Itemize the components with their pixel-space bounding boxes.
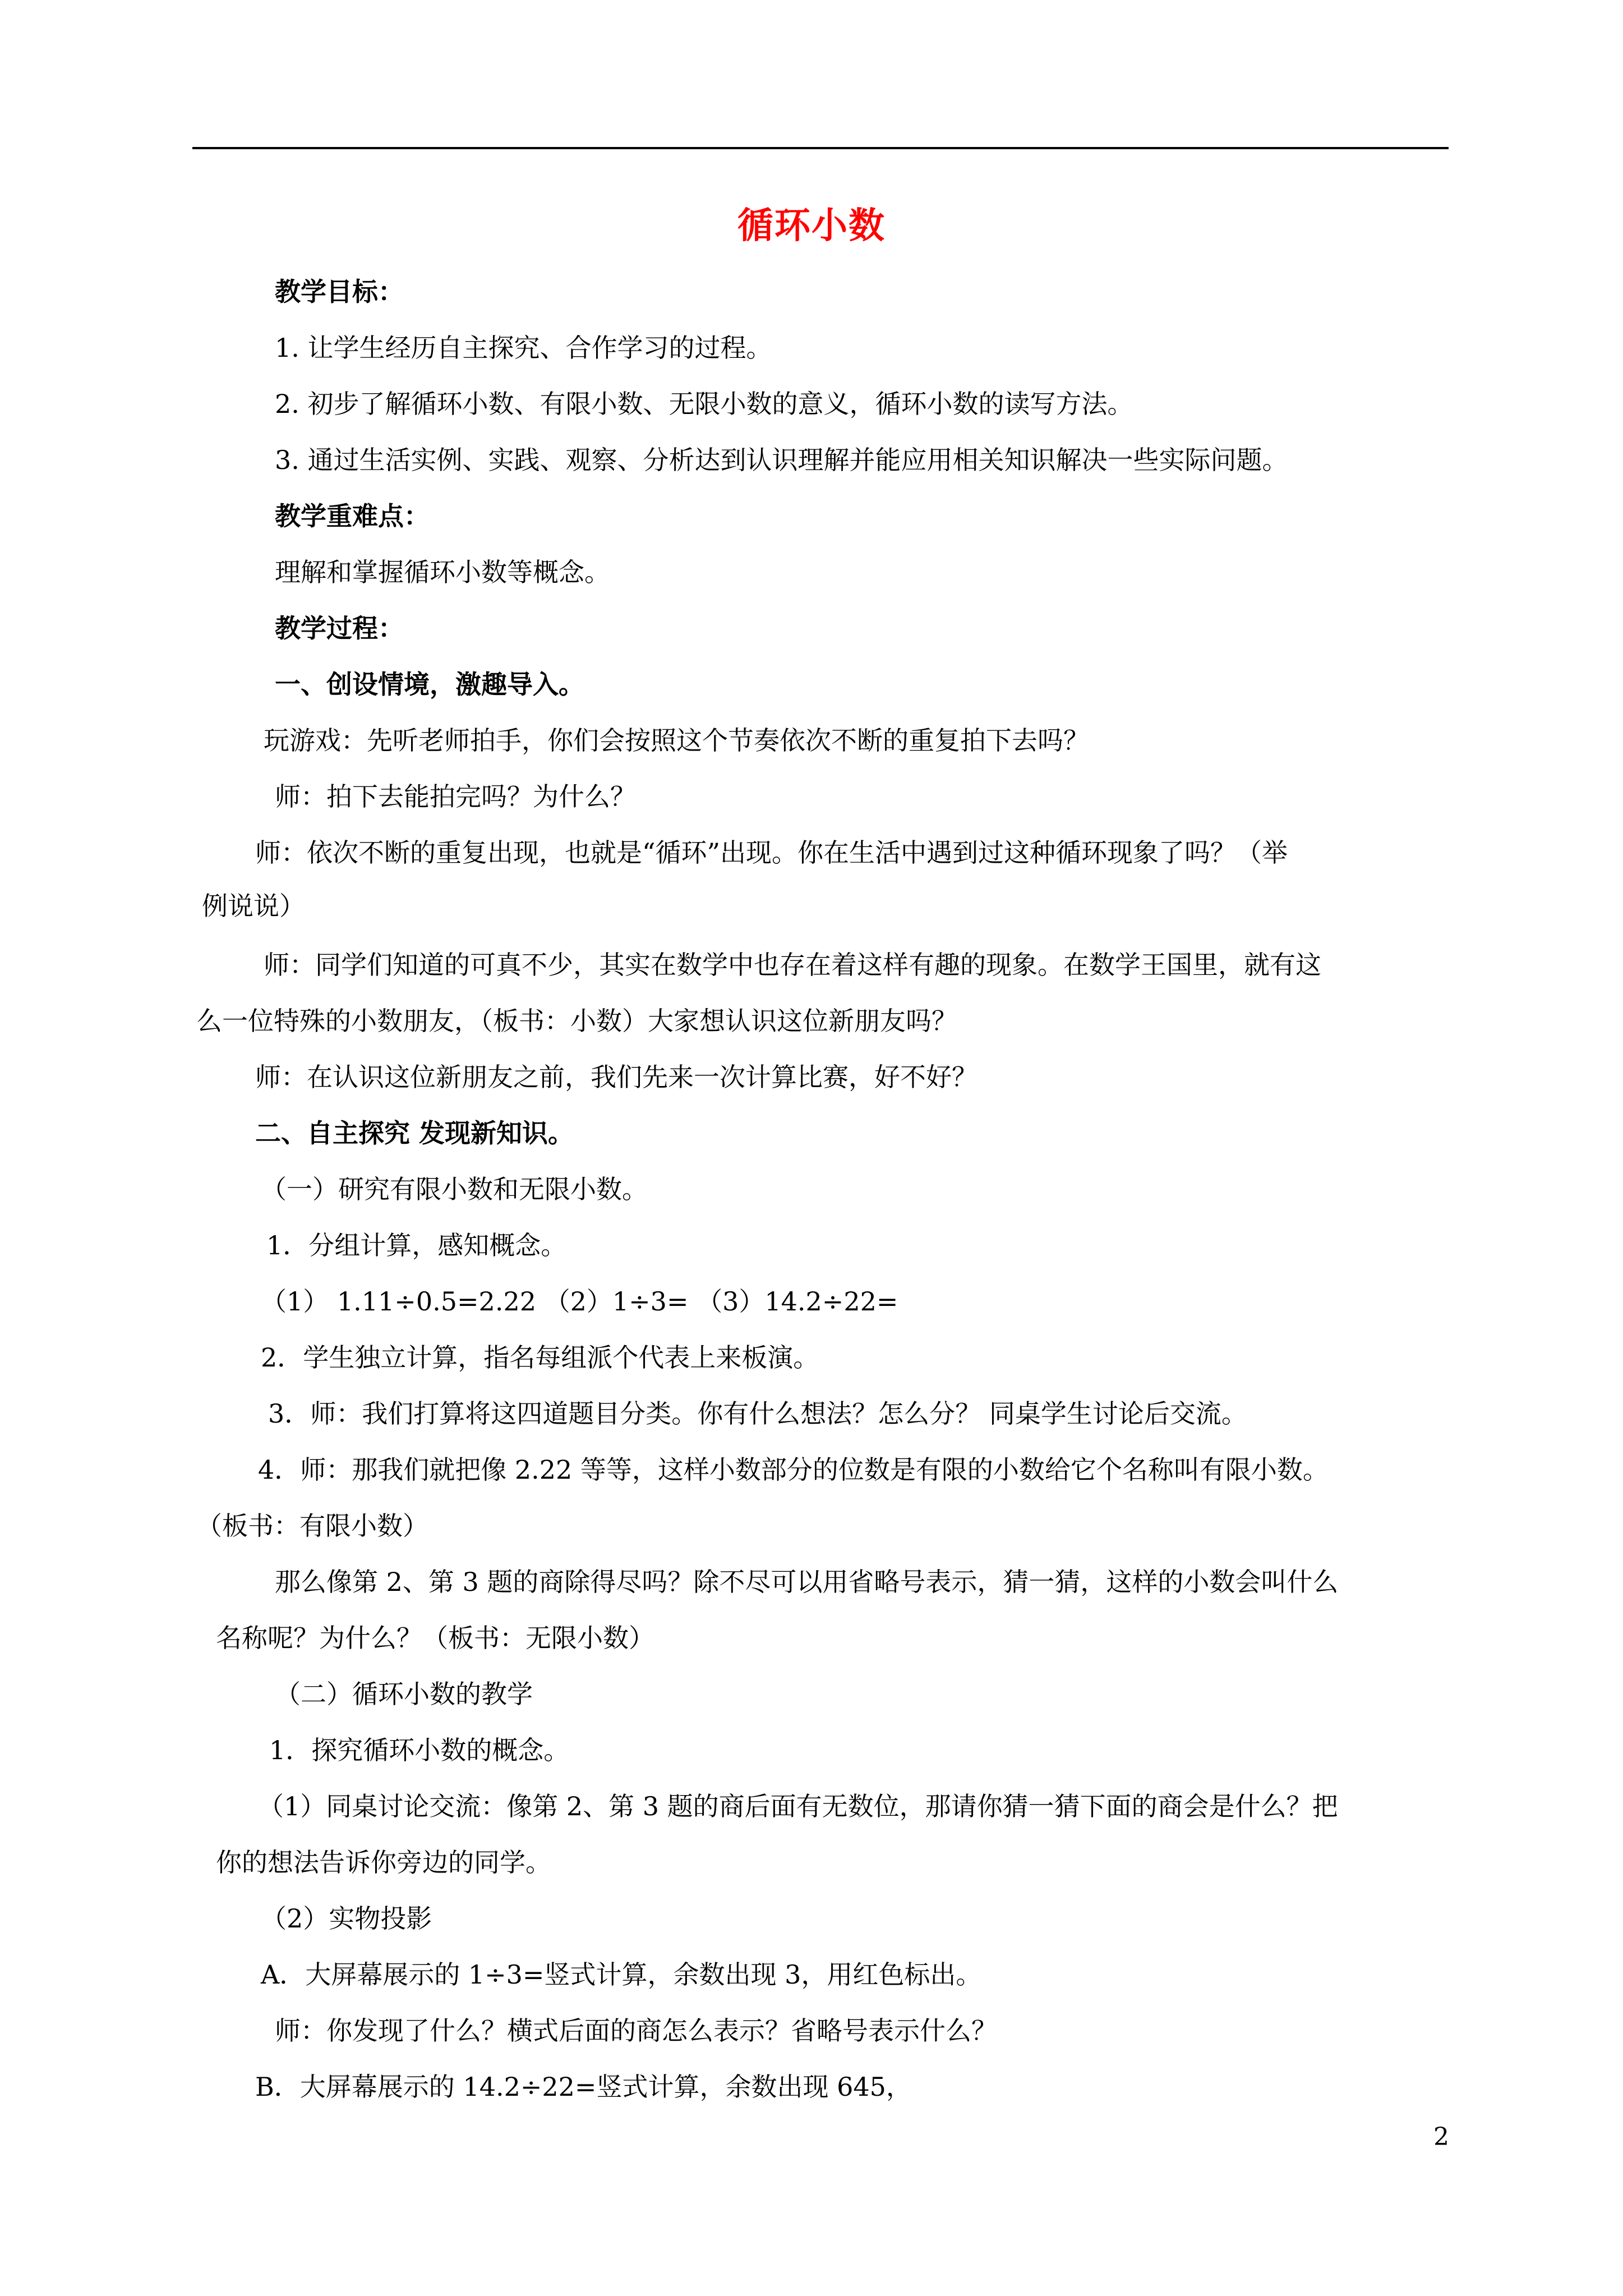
paragraph-line: 师：在认识这位新朋友之前，我们先来一次计算比赛，好不好？ [255, 1062, 978, 1092]
section-heading-process: 教学过程： [275, 613, 404, 643]
paragraph-line: （板书：有限小数） [196, 1511, 428, 1541]
paragraph-line: 你的想法告诉你旁边的同学。 [216, 1847, 551, 1878]
page-number: 2 [1433, 2123, 1449, 2151]
calculation-problems: （1） 1.11÷0.5=2.22 （2）1÷3= （3）14.2÷22= [261, 1286, 898, 1317]
section-heading-key-points: 教学重难点： [275, 501, 430, 531]
paragraph-line: B．大屏幕展示的 14.2÷22=竖式计算，余数出现 645， [255, 2072, 912, 2102]
part-one-heading: 一、创设情境，激趣导入。 [275, 669, 584, 700]
paragraph-line: 那么像第 2、第 3 题的商除得尽吗？除不尽可以用省略号表示，猜一猜，这样的小数会叫什么 [275, 1567, 1339, 1597]
part-two-heading: 二、自主探究 发现新知识。 [255, 1118, 574, 1148]
objective-1: 1. 让学生经历自主探究、合作学习的过程。 [275, 333, 772, 363]
objective-3: 3. 通过生活实例、实践、观察、分析达到认识理解并能应用相关知识解决一些实际问题。 [275, 445, 1288, 475]
paragraph-line: 2．学生独立计算，指名每组派个代表上来板演。 [261, 1342, 819, 1373]
header-rule [192, 147, 1449, 149]
paragraph-line: 么一位特殊的小数朋友，（板书：小数）大家想认识这位新朋友吗？ [196, 1006, 957, 1036]
paragraph-line: 玩游戏：先听老师拍手，你们会按照这个节奏依次不断的重复拍下去吗？ [264, 725, 1089, 756]
paragraph-line: （2）实物投影 [261, 1903, 432, 1934]
subsection-heading: （一）研究有限小数和无限小数。 [261, 1174, 648, 1204]
paragraph-line: A．大屏幕展示的 1÷3=竖式计算，余数出现 3，用红色标出。 [261, 1959, 982, 1990]
paragraph-line: 4．师：那我们就把像 2.22 等等，这样小数部分的位数是有限的小数给它个名称叫有限小数。 [258, 1455, 1329, 1485]
paragraph-line: （1）同桌讨论交流：像第 2、第 3 题的商后面有无数位，那请你猜一猜下面的商会是什么？把 [258, 1791, 1338, 1821]
key-points-text: 理解和掌握循环小数等概念。 [275, 557, 610, 587]
paragraph-line: 师：拍下去能拍完吗？为什么？ [275, 781, 636, 812]
paragraph-line: 师：依次不断的重复出现，也就是“循环”出现。你在生活中遇到过这种循环现象了吗？（举 [255, 838, 1288, 868]
subsection-heading: （二）循环小数的教学 [275, 1679, 533, 1709]
objective-2: 2. 初步了解循环小数、有限小数、无限小数的意义，循环小数的读写方法。 [275, 389, 1133, 419]
section-heading-objectives: 教学目标： [275, 277, 404, 307]
paragraph-line: 例说说） [202, 891, 305, 921]
paragraph-line: 1．分组计算，感知概念。 [266, 1230, 567, 1260]
paragraph-line: 3．师：我们打算将这四道题目分类。你有什么想法？怎么分？ 同桌学生讨论后交流。 [268, 1398, 1247, 1429]
paragraph-line: 师：同学们知道的可真不少，其实在数学中也存在着这样有趣的现象。在数学王国里，就有这 [264, 950, 1321, 980]
paragraph-line: 师：你发现了什么？横式后面的商怎么表示？省略号表示什么？ [275, 2016, 997, 2046]
paragraph-line: 1．探究循环小数的概念。 [269, 1735, 570, 1765]
paragraph-line: 名称呢？为什么？（板书：无限小数） [216, 1623, 654, 1653]
document-title: 循环小数 [737, 205, 886, 247]
